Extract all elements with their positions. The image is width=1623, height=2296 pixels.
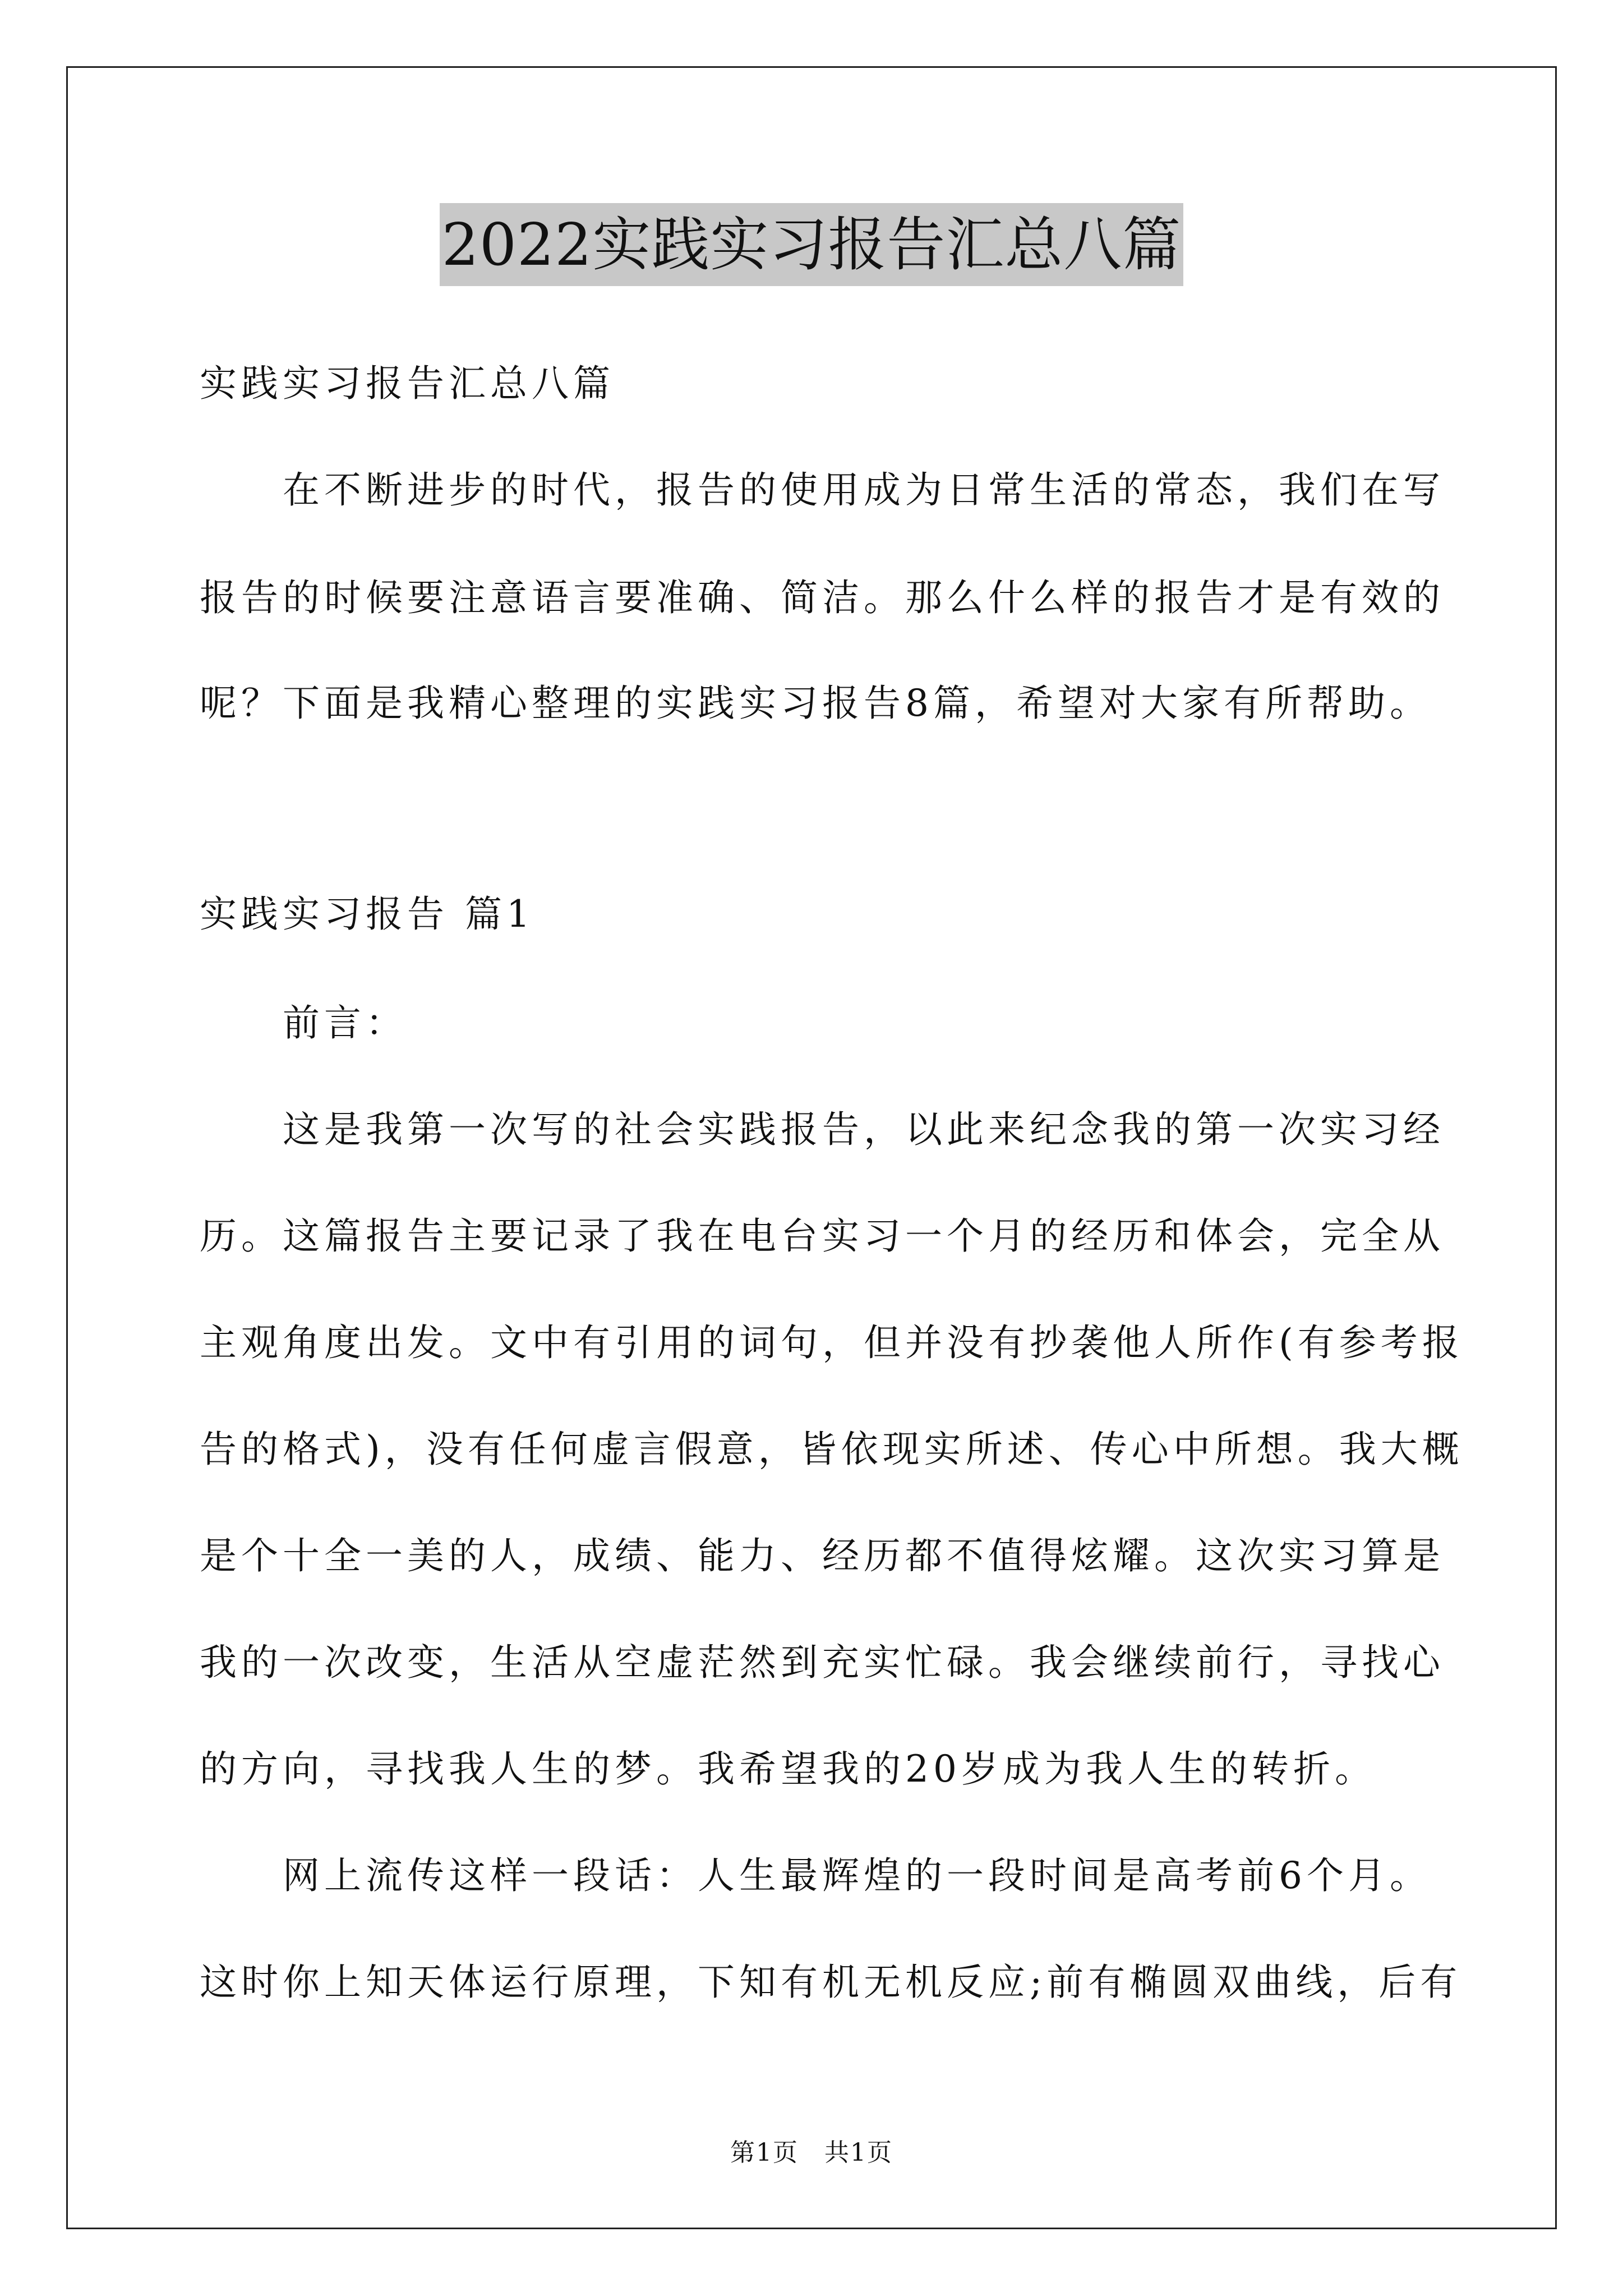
title-container (0, 203, 1623, 286)
document-title[interactable]: 2022实践实习报告汇总八篇 (440, 203, 1184, 286)
preface-line-2: 历。这篇报告主要记录了我在电台实习一个月的经历和体会，完全从 (200, 1214, 1445, 1258)
preface-line-5: 是个十全一美的人，成绩、能力、经历都不值得炫耀。这次实习算是 (200, 1534, 1445, 1577)
preface-line-4: 告的格式)，没有任何虚言假意，皆依现实所述、传心中所想。我大概 (200, 1428, 1464, 1471)
quote-line-1: 网上流传这样一段话：人生最辉煌的一段时间是高考前6个月。 (283, 1854, 1431, 1897)
intro-line-2: 报告的时候要注意语言要准确、简洁。那么什么样的报告才是有效的 (200, 576, 1445, 619)
preface-label: 前言： (283, 1001, 407, 1045)
document-subtitle: 实践实习报告汇总八篇 (200, 362, 615, 405)
page-footer: 第1页 共1页 (730, 2138, 893, 2167)
preface-line-6: 我的一次改变，生活从空虚茫然到充实忙碌。我会继续前行，寻找心 (200, 1641, 1445, 1684)
intro-line-3: 呢？下面是我精心整理的实践实习报告8篇，希望对大家有所帮助。 (200, 682, 1431, 725)
quote-line-2: 这时你上知天体运行原理，下知有机无机反应;前有椭圆双曲线，后有 (200, 1961, 1462, 2004)
section-heading: 实践实习报告 篇1 (200, 892, 534, 936)
preface-line-7: 的方向，寻找我人生的梦。我希望我的20岁成为我人生的转折。 (200, 1747, 1376, 1791)
intro-line-1: 在不断进步的时代，报告的使用成为日常生活的常态，我们在写 (283, 468, 1445, 512)
preface-line-3: 主观角度出发。文中有引用的词句，但并没有抄袭他人所作(有参考报 (200, 1321, 1464, 1364)
preface-line-1: 这是我第一次写的社会实践报告，以此来纪念我的第一次实习经 (283, 1108, 1445, 1151)
